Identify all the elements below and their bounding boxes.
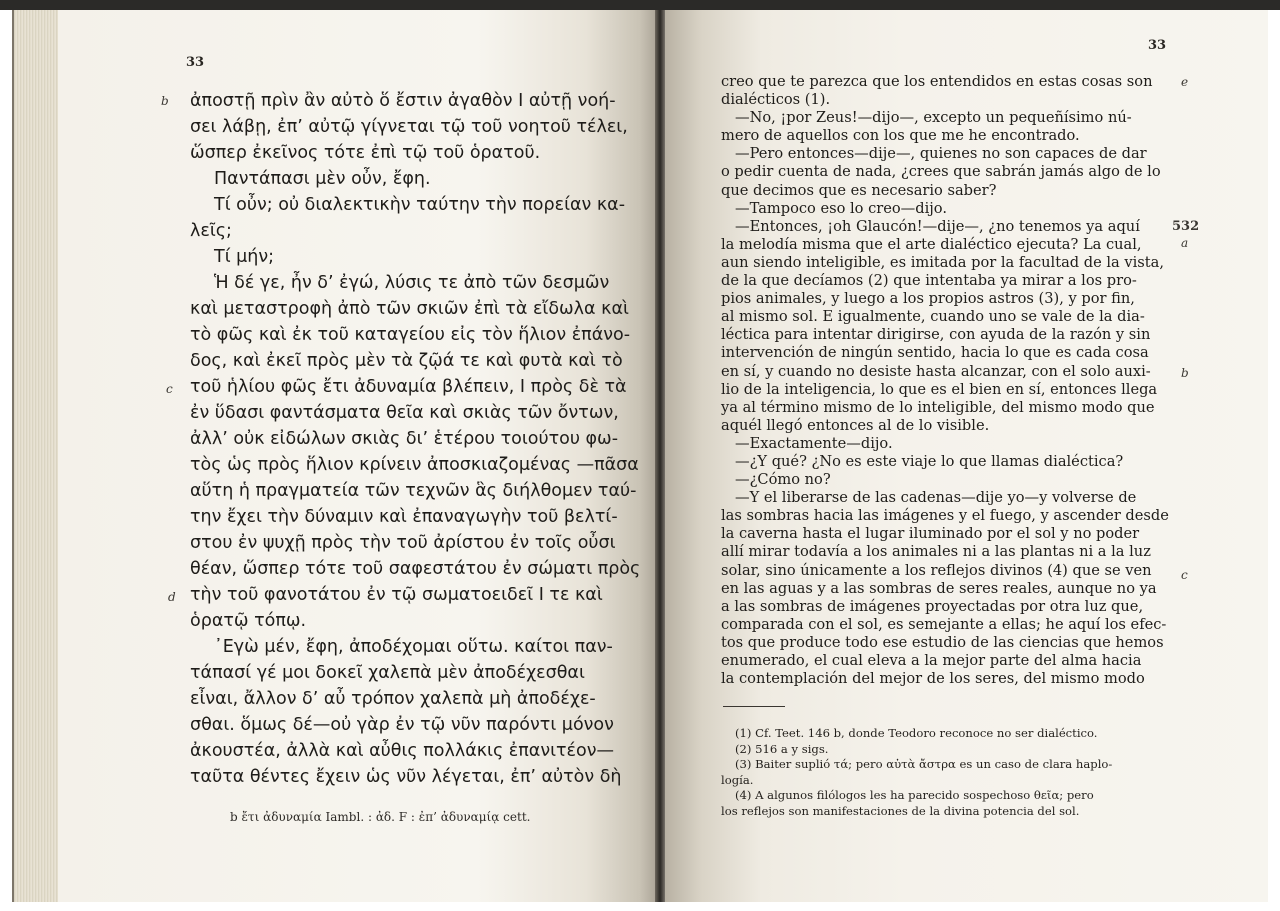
greek-line: τοῦ ἡλίου φῶς ἔτι ἀδυναμία βλέπειν, Ι πρὸς δὲ τὰ: [190, 377, 627, 397]
greek-line: ἀποστῇ πρὶν ἂν αὐτὸ ὅ ἔστιν ἀγαθὸν Ι αὐτῇ νοή-: [190, 91, 616, 111]
spanish-line: la contemplación del mejor de los seres, del mismo modo: [721, 670, 1145, 688]
margin-marker-a: a: [1181, 236, 1189, 250]
greek-line: ὁρατῷ τόπῳ.: [190, 611, 307, 631]
footnote: los reflejos son manifestaciones de la divina potencia del sol.: [721, 803, 1080, 818]
spanish-line: —¿Y qué? ¿No es este viaje lo que llamas dialéctica?: [735, 452, 1124, 470]
spanish-line: aun siendo inteligible, es imitada por la facultad de la vista,: [721, 253, 1164, 271]
spanish-line: mero de aquellos con los que me he encontrado.: [721, 127, 1080, 145]
greek-line: καὶ μεταστροφὴ ἀπὸ τῶν σκιῶν ἐπὶ τὰ εἴδωλα καὶ: [190, 299, 629, 319]
spanish-line: dialécticos (1).: [721, 91, 831, 109]
greek-line: ᾿Εγὼ μέν, ἔφη, ἀποδέχομαι οὕτω. καίτοι παν-: [214, 637, 613, 657]
margin-marker-b-right: b: [1181, 366, 1189, 380]
footnote: logía.: [721, 772, 754, 787]
greek-line: Παντάπασι μὲν οὖν, ἔφη.: [214, 169, 431, 189]
greek-line: εἶναι, ἄλλον δ’ αὖ τρόπον χαλεπὰ μὴ ἀποδέχε-: [190, 689, 596, 709]
footnote: (4) A algunos filólogos les ha parecido sospechoso θεῖα; pero: [735, 788, 1094, 802]
spanish-line: allí mirar todavía a los animales ni a las plantas ni a la luz: [721, 543, 1151, 561]
left-page-number: 33: [186, 55, 205, 70]
spanish-line: o pedir cuenta de nada, ¿crees que sabrán jamás algo de lo: [721, 163, 1161, 181]
greek-line: δος, καὶ ἐκεῖ πρὸς μὲν τὰ ζῷά τε καὶ φυτὰ καὶ τὸ: [190, 351, 623, 371]
greek-line: σθαι. ὅμως δέ—οὐ γὰρ ἐν τῷ νῦν παρόντι μόνον: [190, 715, 614, 735]
footnote: (2) 516 a y sigs.: [735, 741, 829, 756]
spanish-line: las sombras hacia las imágenes y el fuego, y ascender desde: [721, 507, 1169, 525]
spanish-line: —Pero entonces—dije—, quienes no son capaces de dar: [735, 145, 1147, 163]
spanish-line: que decimos que es necesario saber?: [721, 181, 997, 199]
greek-line: Τί οὖν; οὐ διαλεκτικὴν ταύτην τὴν πορείαν κα-: [214, 195, 626, 215]
greek-text: [190, 88, 641, 790]
greek-line: ἀκουστέα, ἀλλὰ καὶ αὖθις πολλάκις ἐπανιτέον—: [190, 741, 614, 761]
spanish-line: de la que decíamos (2) que intentaba ya mirar a los pro-: [721, 272, 1137, 290]
spanish-line: comparada con el sol, es semejante a ellas; he aquí los efec-: [721, 615, 1167, 633]
spanish-line: ya al término mismo de lo inteligible, del mismo modo que: [721, 398, 1155, 416]
greek-line: θέαν, ὥσπερ τότε τοῦ σαφεστάτου ἐν σώματι πρὸς: [190, 559, 641, 579]
spanish-line: al mismo sol. E igualmente, cuando uno se vale de la dia-: [721, 308, 1145, 326]
spanish-line: —Exactamente—dijo.: [735, 434, 893, 452]
spanish-line: pios animales, y luego a los propios astros (3), y por fin,: [721, 290, 1135, 308]
greek-line: στου ἐν ψυχῇ πρὸς τὴν τοῦ ἀρίστου ἐν τοῖς οὖσι: [190, 533, 616, 553]
spanish-line: la caverna hasta el lugar iluminado por el sol y no poder: [721, 525, 1140, 543]
greek-line: αὕτη ἡ πραγματεία τῶν τεχνῶν ἃς διήλθομεν ταύ-: [190, 481, 637, 501]
margin-marker-c: c: [166, 382, 173, 396]
margin-marker-e: e: [1181, 75, 1189, 89]
margin-marker-b: b: [161, 94, 169, 108]
greek-line: τὸς ὡς πρὸς ἥλιον κρίνειν ἀποσκιαζομένας —πᾶσα: [190, 455, 639, 475]
greek-line: τὸ φῶς καὶ ἐκ τοῦ καταγείου εἰς τὸν ἥλιον ἐπάνο-: [190, 325, 631, 345]
spanish-line: —Tampoco eso lo creo—dijo.: [735, 199, 947, 217]
margin-marker-d: d: [168, 590, 176, 604]
page-edges: [12, 10, 60, 902]
spanish-line: la melodía misma que el arte dialéctico ejecuta? La cual,: [721, 235, 1142, 253]
greek-line: τάπασί γέ μοι δοκεῖ χαλεπὰ μὲν ἀποδέχεσθαι: [190, 663, 585, 683]
greek-line: τὴν τοῦ φανοτάτου ἐν τῷ σωματοειδεῖ Ι τε καὶ: [190, 585, 603, 605]
greek-line: Τί μήν;: [214, 247, 275, 267]
spanish-line: —Entonces, ¡oh Glaucón!—dije—, ¿no tenemos ya aquí: [735, 217, 1140, 235]
greek-line: ὥσπερ ἐκεῖνος τότε ἐπὶ τῷ τοῦ ὁρατοῦ.: [190, 143, 541, 163]
spanish-line: —¿Cómo no?: [735, 471, 831, 489]
spanish-line: lio de la inteligencia, lo que es el bien en sí, entonces llega: [721, 380, 1158, 398]
right-page-number: 33: [1148, 38, 1167, 53]
footnote-divider: [723, 706, 785, 707]
scan-top-border: [0, 0, 1280, 10]
spanish-line: —No, ¡por Zeus!—dijo—, excepto un pequeñísimo nú-: [735, 109, 1132, 127]
critical-apparatus-note: b ἔτι ἀδυναμία Iambl. : ἀδ. F : ἐπ’ ἀδυναμίᾳ cett.: [230, 810, 531, 824]
stephanus-page-marker: 532: [1172, 219, 1200, 234]
book-spine: [655, 10, 665, 902]
greek-line: ἐν ὕδασι φαντάσματα θεῖα καὶ σκιὰς τῶν ὄντων,: [190, 403, 619, 423]
spanish-line: en sí, y cuando no desiste hasta alcanzar, con el solo auxi-: [721, 362, 1151, 380]
greek-line: ταῦτα θέντες ἔχειν ὡς νῦν λέγεται, ἐπ’ αὐτὸν δὴ: [190, 767, 622, 787]
spanish-line: léctica para intentar dirigirse, con ayuda de la razón y sin: [721, 326, 1151, 344]
greek-line: λεῖς;: [190, 221, 232, 241]
spanish-line: a las sombras de imágenes proyectadas por otra luz que,: [721, 597, 1144, 615]
spanish-line: aquél llegó entonces al de lo visible.: [721, 416, 990, 434]
footnote: (1) Cf. Teet. 146 b, donde Teodoro reconoce no ser dialéctico.: [735, 726, 1098, 740]
spanish-line: intervención de ningún sentido, hacia lo que es cada cosa: [721, 344, 1149, 362]
greek-line: ἀλλ’ οὐκ εἰδώλων σκιὰς δι’ ἑτέρου τοιούτου φω-: [190, 429, 619, 449]
spanish-line: en las aguas y a las sombras de seres reales, aunque no ya: [721, 579, 1157, 597]
spanish-line: —Y el liberarse de las cadenas—dije yo—y volverse de: [735, 489, 1137, 507]
spanish-line: enumerado, el cual eleva a la mejor parte del alma hacia: [721, 652, 1142, 669]
spanish-line: tos que produce todo ese estudio de las ciencias que hemos: [721, 633, 1164, 651]
footnotes: [721, 726, 1163, 819]
greek-line: Ἡ δέ γε, ἦν δ’ ἐγώ, λύσις τε ἀπὸ τῶν δεσμῶν: [214, 273, 610, 293]
footnote: (3) Baiter suplió τά; pero αὐτὰ ἄστρα es un caso de clara haplo-: [735, 757, 1113, 771]
scan-bottom-margin: [0, 902, 1280, 911]
greek-line: την ἔχει τὴν δύναμιν καὶ ἐπαναγωγὴν τοῦ βελτί-: [190, 507, 618, 527]
spanish-line: solar, sino únicamente a los reflejos divinos (4) que se ven: [721, 561, 1152, 579]
spanish-translation-text: [721, 73, 1169, 688]
margin-marker-c-right: c: [1181, 568, 1188, 582]
greek-line: σει λάβῃ, ἐπ’ αὐτῷ γίγνεται τῷ τοῦ νοητοῦ τέλει,: [190, 117, 628, 137]
spanish-line: creo que te parezca que los entendidos en estas cosas son: [721, 73, 1153, 90]
